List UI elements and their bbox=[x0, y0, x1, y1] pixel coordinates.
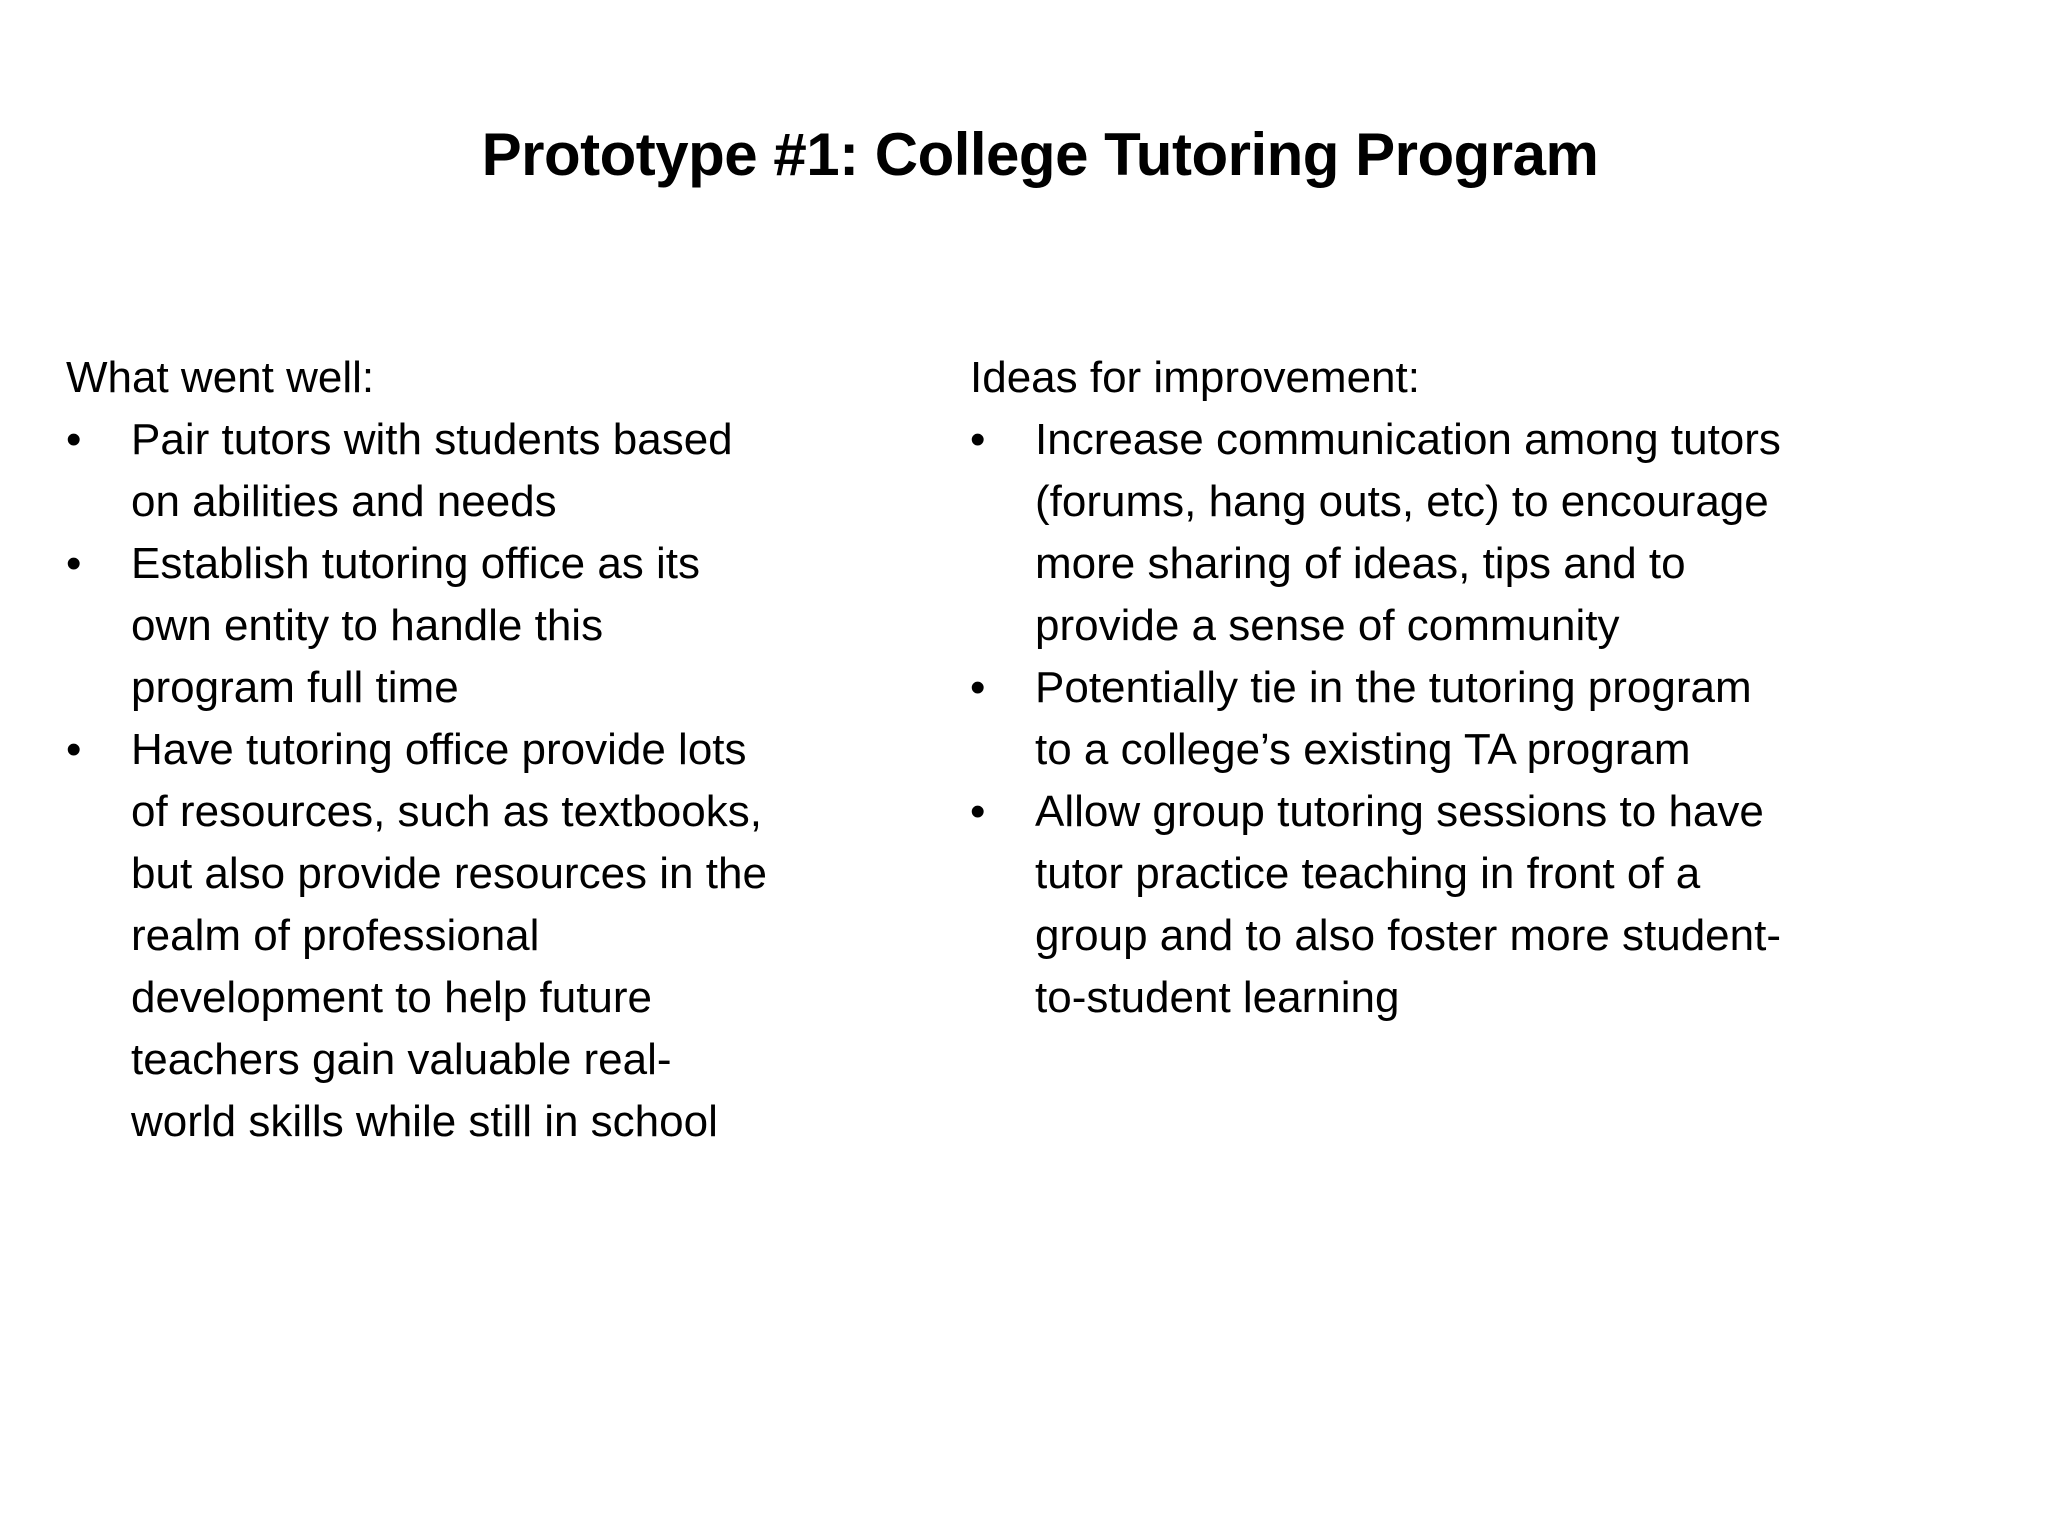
bullet-line: Increase communication among tutors bbox=[1035, 415, 1781, 464]
bullet-line: of resources, such as textbooks, bbox=[131, 787, 762, 836]
bullet-line: Allow group tutoring sessions to have bbox=[1035, 787, 1764, 836]
what-went-well-column bbox=[66, 347, 846, 1153]
bullet-icon: • bbox=[970, 787, 986, 836]
bullet-icon: • bbox=[66, 725, 82, 774]
bullet-line: Potentially tie in the tutoring program bbox=[1035, 663, 1752, 712]
bullet-line: (forums, hang outs, etc) to encourage bbox=[1035, 477, 1769, 526]
bullet-line: development to help future bbox=[131, 973, 653, 1022]
list-item bbox=[66, 719, 846, 1153]
bullet-line: own entity to handle this bbox=[131, 601, 604, 650]
bullet-line: world skills while still in school bbox=[131, 1097, 718, 1146]
bullet-line: Establish tutoring office as its bbox=[131, 539, 701, 588]
slide-title: Prototype #1: College Tutoring Program bbox=[481, 121, 1599, 188]
bullet-line: Have tutoring office provide lots bbox=[131, 725, 747, 774]
bullet-icon: • bbox=[66, 415, 82, 464]
ideas-for-improvement-column bbox=[970, 347, 1870, 1029]
what-went-well-heading: What went well: bbox=[66, 353, 375, 402]
ideas-for-improvement-list bbox=[970, 409, 1870, 1029]
bullet-icon: • bbox=[970, 663, 986, 712]
list-item bbox=[970, 409, 1870, 657]
bullet-line: more sharing of ideas, tips and to bbox=[1035, 539, 1686, 588]
bullet-line: to a college’s existing TA program bbox=[1035, 725, 1691, 774]
bullet-line: but also provide resources in the bbox=[131, 849, 767, 898]
list-item bbox=[970, 781, 1870, 1029]
bullet-icon: • bbox=[66, 539, 82, 588]
what-went-well-list bbox=[66, 409, 846, 1153]
bullet-line: to-student learning bbox=[1035, 973, 1400, 1022]
list-item bbox=[66, 533, 846, 719]
list-item bbox=[66, 409, 846, 533]
bullet-line: provide a sense of community bbox=[1035, 601, 1620, 650]
ideas-for-improvement-heading: Ideas for improvement: bbox=[970, 353, 1420, 402]
bullet-line: Pair tutors with students based bbox=[131, 415, 733, 464]
list-item bbox=[970, 657, 1870, 781]
bullet-line: group and to also foster more student- bbox=[1035, 911, 1781, 960]
bullet-line: program full time bbox=[131, 663, 459, 712]
bullet-line: teachers gain valuable real- bbox=[131, 1035, 672, 1084]
bullet-line: on abilities and needs bbox=[131, 477, 557, 526]
bullet-line: realm of professional bbox=[131, 911, 540, 960]
bullet-icon: • bbox=[970, 415, 986, 464]
bullet-line: tutor practice teaching in front of a bbox=[1035, 849, 1701, 898]
